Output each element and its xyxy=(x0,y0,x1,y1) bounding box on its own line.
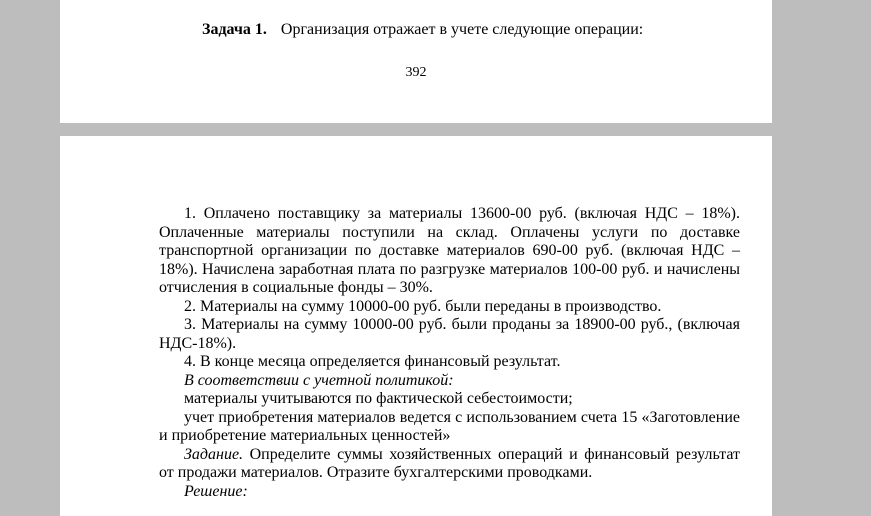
page-bottom xyxy=(60,136,772,516)
task-intro: Организация отражает в учете следующие операции: xyxy=(280,21,644,38)
task-label: Задача 1. xyxy=(202,21,267,38)
page-top xyxy=(60,0,772,123)
operation-item-1: 1. Оплачено поставщику за материалы 13600-00 руб. (включая НДС – 18%). Оплаченные материалы поступили на склад. Оплачены услуги по доставке транспортной организации по доставке материалов 690-00 руб. (включая НДС – 18%). Начислена заработная плата по разгрузке материалов 100-00 руб. и начислены отчисления в социальные фонды – 30%. xyxy=(159,205,740,296)
assignment-label: Задание. xyxy=(184,445,244,463)
task-heading xyxy=(202,20,643,40)
operation-item-4: 4. В конце месяца определяется финансовый результат. xyxy=(184,353,561,370)
solution-heading: Решение: xyxy=(184,482,248,500)
operation-item-3: 3. Материалы на сумму 10000-00 руб. были проданы за 18900-00 руб., (включая НДС-18%). xyxy=(159,316,740,352)
assignment-text: Определите суммы хозяйственных операций и финансовый результат от продажи материалов. Отразите бухгалтерскими проводками. xyxy=(159,445,740,481)
policy-item-2: учет приобретения материалов ведется с использованием счета 15 «Заготовление и приобретение материальных ценностей» xyxy=(159,408,740,444)
document-content xyxy=(159,205,740,501)
policy-item-1: материалы учитываются по фактической себестоимости; xyxy=(184,390,573,407)
policy-heading: В соответствии с учетной политикой: xyxy=(184,371,454,389)
assignment-paragraph xyxy=(159,446,740,483)
page-number: 392 xyxy=(405,65,427,80)
operation-item-2: 2. Материалы на сумму 10000-00 руб. были переданы в производство. xyxy=(184,297,662,315)
